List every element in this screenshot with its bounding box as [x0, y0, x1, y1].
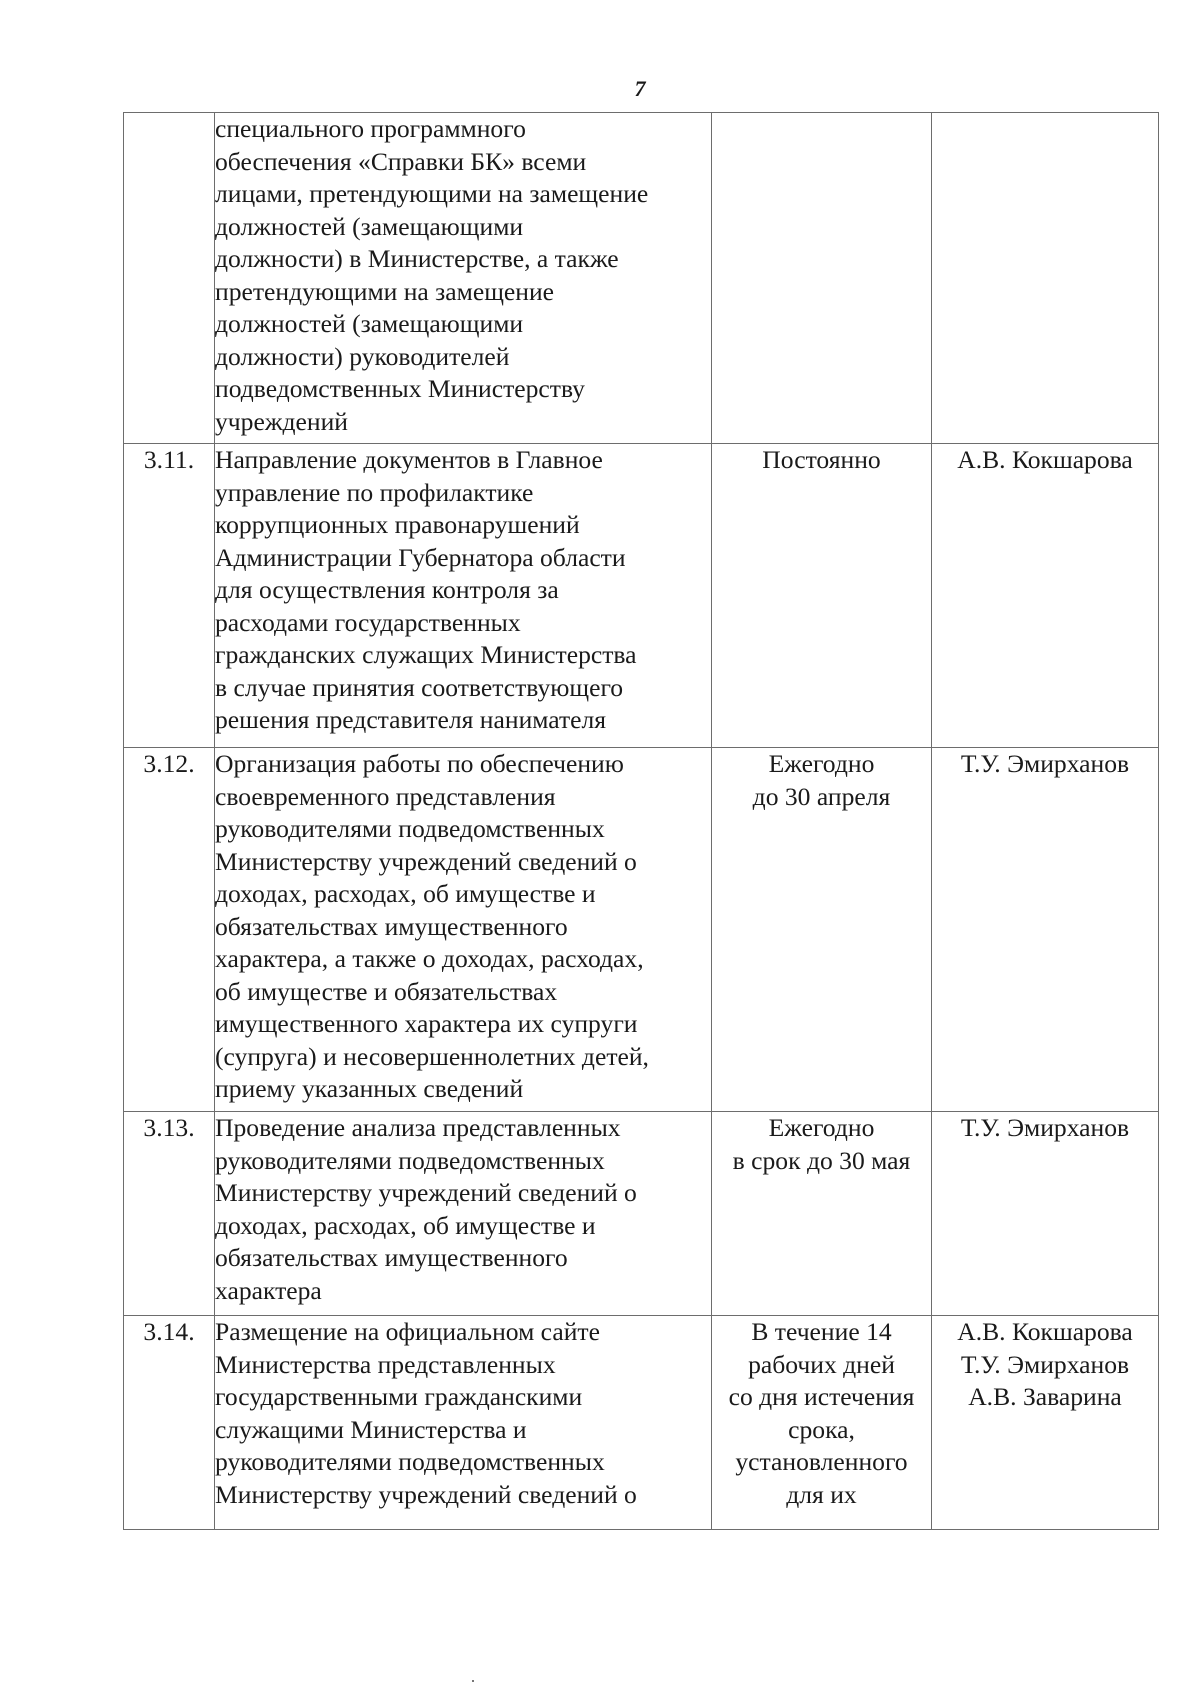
item-description: специального программного обеспечения «Справки БК» всеми лицами, претендующими на замещение должностей (замещающими должности) в Министерстве, а также претендующими на замещение должностей (замещающими должности) руководителей подведомственных Министерству учреждений — [215, 113, 712, 444]
action-plan-table — [123, 112, 1159, 1530]
item-description: Размещение на официальном сайте Министерства представленных государственными гражданскими служащими Министерства и руководителями подведомственных Министерству учреждений сведений о — [215, 1316, 712, 1530]
item-responsible: Т.У. Эмирханов — [932, 748, 1159, 1112]
item-responsible — [932, 113, 1159, 444]
item-deadline: В течение 14 рабочих дней со дня истечения срока, установленного для их — [712, 1316, 932, 1530]
item-number — [124, 113, 215, 444]
item-deadline — [712, 113, 932, 444]
table-row — [124, 1316, 1159, 1530]
table-row — [124, 444, 1159, 748]
table-row — [124, 748, 1159, 1112]
item-responsible: А.В. Кокшарова Т.У. Эмирханов А.В. Заварина — [932, 1316, 1159, 1530]
item-responsible: А.В. Кокшарова — [932, 444, 1159, 748]
item-description: Организация работы по обеспечению своевременного представления руководителями подведомственных Министерству учреждений сведений о доходах, расходах, об имуществе и обязательствах имущественного характера, а также о доходах, расходах, об имуществе и обязательствах имущественного характера их супруги (супруга) и несовершеннолетних детей, приему указанных сведений — [215, 748, 712, 1112]
item-deadline: Постоянно — [712, 444, 932, 748]
item-deadline: Ежегодно до 30 апреля — [712, 748, 932, 1112]
table-row — [124, 1112, 1159, 1316]
item-description: Направление документов в Главное управление по профилактике коррупционных правонарушений Администрации Губернатора области для осуществления контроля за расходами государственных гражданских служащих Министерства в случае принятия соответствующего решения представителя нанимателя — [215, 444, 712, 748]
item-description: Проведение анализа представленных руководителями подведомственных Министерству учреждений сведений о доходах, расходах, об имуществе и обязательствах имущественного характера — [215, 1112, 712, 1316]
item-number: 3.14. — [124, 1316, 215, 1530]
item-number: 3.12. — [124, 748, 215, 1112]
item-number: 3.13. — [124, 1112, 215, 1316]
item-deadline: Ежегодно в срок до 30 мая — [712, 1112, 932, 1316]
page-number: 7 — [634, 76, 646, 101]
scan-speck — [472, 1680, 474, 1682]
table-row — [124, 113, 1159, 444]
item-number: 3.11. — [124, 444, 215, 748]
item-responsible: Т.У. Эмирханов — [932, 1112, 1159, 1316]
